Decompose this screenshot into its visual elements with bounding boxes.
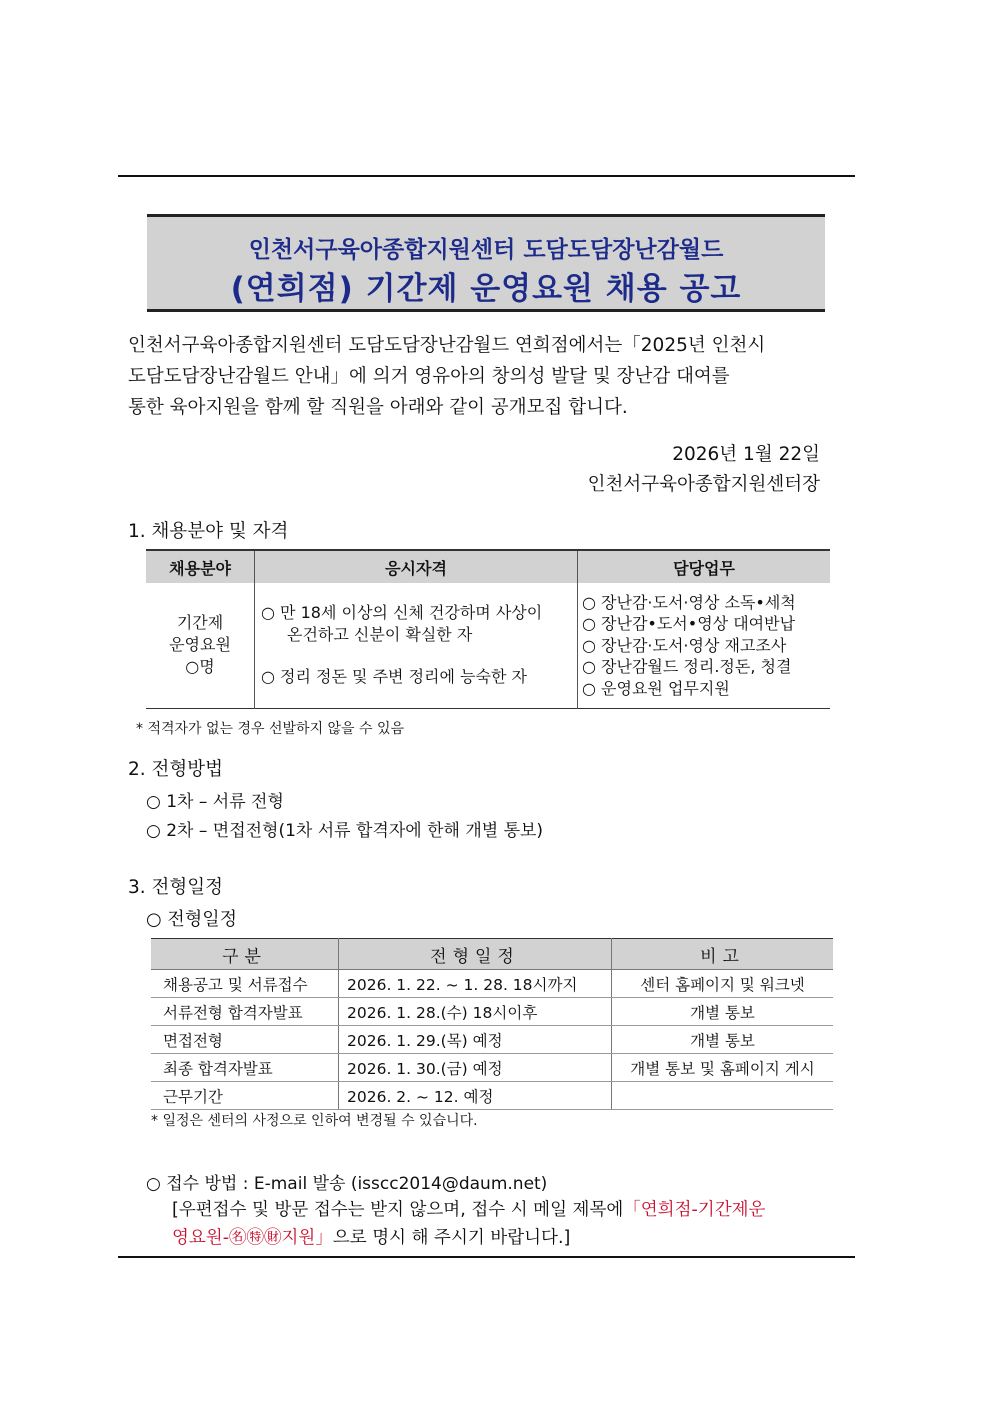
table-cell: 개별 통보 — [612, 998, 834, 1026]
table-header-row — [146, 550, 830, 583]
schedule-table — [151, 938, 833, 1110]
intro-line: 도담도담장난감월드 안내」에 의거 영유아의 창의성 발달 및 장난감 대여를 — [128, 366, 730, 387]
mail-subject-text: 영요원-㊔㊕㊖지원」 — [172, 1228, 333, 1248]
method-item: ○ 2차 – 면접전형(1차 서류 합격자에 한해 개별 통보) — [146, 821, 544, 841]
table-cell: 근무기간 — [151, 1082, 339, 1110]
table-cell: 개별 통보 및 홈페이지 게시 — [612, 1054, 834, 1082]
application-instruction-line1 — [172, 1196, 765, 1221]
qualification-table — [146, 549, 830, 709]
signer: 인천서구육아종합지원센터장 — [587, 474, 820, 495]
field-text: 운영요원 — [169, 635, 231, 655]
column-header: 채용분야 — [146, 550, 255, 583]
instruction-text: [우편접수 및 방문 접수는 받지 않으며, 접수 시 메일 제목에 — [172, 1200, 624, 1220]
section2-heading: 2. 전형방법 — [128, 759, 224, 780]
duty-text: ○ 운영요원 업무지원 — [582, 678, 730, 698]
qualification-cell — [255, 583, 578, 708]
table-row — [151, 1026, 833, 1054]
section3-heading: 3. 전형일정 — [128, 877, 224, 898]
field-text: ○명 — [185, 657, 215, 677]
application-instruction-line2 — [172, 1224, 570, 1249]
table-row — [151, 1082, 833, 1110]
field-text: 기간제 — [176, 613, 224, 633]
table-cell: 2026. 2. ~ 12. 예정 — [339, 1082, 612, 1110]
section3-subheading: ○ 전형일정 — [146, 909, 237, 930]
duty-text: ○ 장난감·도서·영상 재고조사 — [582, 635, 787, 655]
table-cell — [612, 1082, 834, 1110]
title-box — [147, 214, 825, 312]
intro-paragraph — [128, 330, 828, 423]
table-cell: 2026. 1. 30.(금) 예정 — [339, 1054, 612, 1082]
application-method: ○ 접수 방법 : E-mail 발송 (isscc2014@daum.net) — [146, 1174, 548, 1194]
method-item: ○ 1차 – 서류 전형 — [146, 792, 284, 812]
table-row — [151, 970, 833, 998]
table-cell: 개별 통보 — [612, 1026, 834, 1054]
intro-line: 인천서구육아종합지원센터 도담도담장난감월드 연희점에서는「2025년 인천시 — [128, 335, 766, 356]
column-header: 담당업무 — [578, 550, 831, 583]
intro-line: 통한 육아지원을 함께 할 직원을 아래와 같이 공개모집 합니다. — [128, 397, 628, 418]
qualification-text: ○ 만 18세 이상의 신체 건강하며 사상이 — [261, 603, 543, 623]
field-cell — [146, 583, 255, 708]
section1-heading: 1. 채용분야 및 자격 — [128, 521, 289, 542]
section3-note: * 일정은 센터의 사정으로 인하여 변경될 수 있습니다. — [151, 1113, 478, 1129]
table-cell: 채용공고 및 서류접수 — [151, 970, 339, 998]
title-line2: (연희점) 기간제 운영요원 채용 공고 — [230, 271, 742, 307]
table-cell: 센터 홈페이지 및 워크넷 — [612, 970, 834, 998]
duty-text: ○ 장난감월드 정리.정돈, 청결 — [582, 657, 792, 676]
column-header: 전형일정 — [339, 939, 612, 970]
qualification-text: ○ 정리 정돈 및 주변 정리에 능숙한 자 — [261, 667, 527, 687]
announcement-date: 2026년 1월 22일 — [672, 444, 820, 465]
duty-text: ○ 장난감·도서·영상 소독•세척 — [582, 592, 796, 612]
qualification-text: 온건하고 신분이 확실한 자 — [287, 625, 473, 645]
column-header: 응시자격 — [255, 550, 578, 583]
bottom-rule — [118, 1256, 855, 1258]
table-cell: 최종 합격자발표 — [151, 1054, 339, 1082]
table-cell: 2026. 1. 29.(목) 예정 — [339, 1026, 612, 1054]
duty-text: ○ 장난감•도서•영상 대여반납 — [582, 614, 796, 633]
table-cell: 면접전형 — [151, 1026, 339, 1054]
table-cell: 서류전형 합격자발표 — [151, 998, 339, 1026]
top-rule — [118, 175, 855, 177]
table-row — [151, 1054, 833, 1082]
column-header: 구분 — [151, 939, 339, 970]
table-row — [151, 998, 833, 1026]
instruction-text: 으로 명시 해 주시기 바랍니다.] — [332, 1228, 571, 1248]
column-header: 비고 — [612, 939, 834, 970]
section1-note: * 적격자가 없는 경우 선발하지 않을 수 있음 — [136, 721, 405, 737]
title-line1: 인천서구육아종합지원센터 도담도담장난감월드 — [248, 237, 724, 263]
table-cell: 2026. 1. 28.(수) 18시이후 — [339, 998, 612, 1026]
table-cell: 2026. 1. 22. ~ 1. 28. 18시까지 — [339, 970, 612, 998]
mail-subject-text: 「연희점-기간제운 — [623, 1200, 766, 1220]
duties-cell — [578, 583, 831, 708]
table-header-row — [151, 939, 833, 970]
table-row — [146, 583, 830, 708]
